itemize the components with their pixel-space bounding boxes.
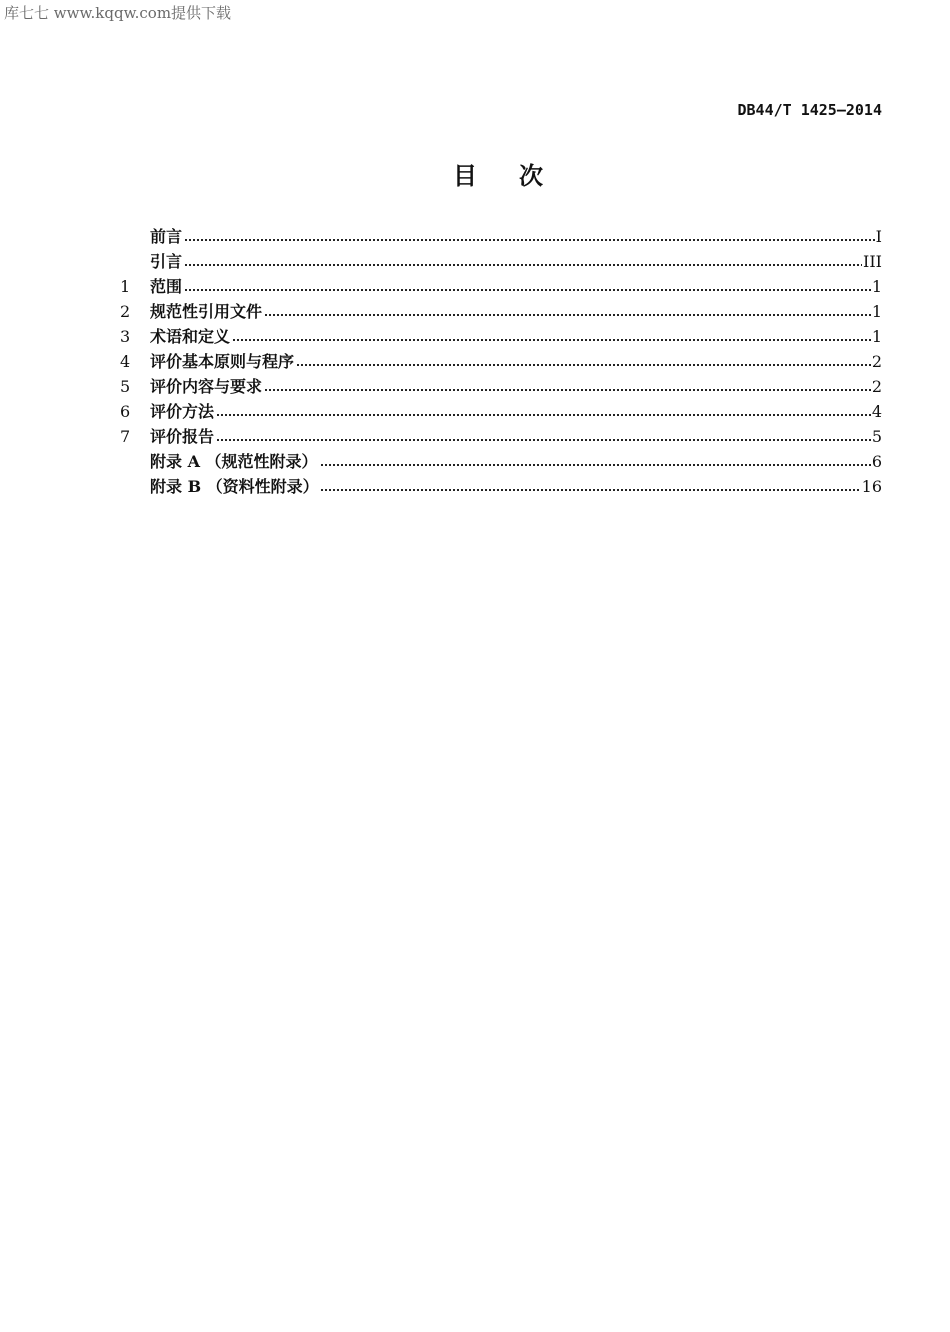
toc-entry-label: 术语和定义	[150, 324, 231, 349]
document-code: DB44/T 1425—2014	[737, 101, 882, 119]
toc-entry-label: 评价方法	[150, 399, 215, 424]
toc-entry-label: 规范性引用文件	[150, 299, 263, 324]
toc-entry-number: 5	[120, 377, 131, 396]
toc-entry-page: 5	[871, 424, 882, 449]
toc-entry[interactable]	[120, 374, 882, 399]
toc-entry-label: 前言	[150, 224, 183, 249]
toc-entry[interactable]	[120, 424, 882, 449]
toc-entry-page: 2	[871, 349, 882, 374]
toc-entry-number: 2	[120, 302, 131, 321]
toc-dot-leader	[150, 239, 882, 241]
toc-entry[interactable]	[120, 299, 882, 324]
toc-entry-page: 1	[871, 299, 882, 324]
toc-entry[interactable]	[120, 349, 882, 374]
toc-entry[interactable]	[120, 449, 882, 474]
toc-entry-page: 4	[871, 399, 882, 424]
toc-entry[interactable]	[120, 224, 882, 249]
toc-title	[453, 156, 543, 191]
toc-entry-label: 评价内容与要求	[150, 374, 263, 399]
toc-title-part2: 次	[519, 162, 543, 190]
toc-entry-page: 1	[871, 274, 882, 299]
toc-entry-label: 评价基本原则与程序	[150, 349, 295, 374]
toc-dot-leader	[150, 289, 882, 291]
toc-entry-number: 4	[120, 352, 131, 371]
toc-entry-label: 附录 B （资料性附录）	[150, 474, 320, 499]
toc-title-part1: 目	[453, 162, 477, 190]
toc-entry[interactable]	[120, 399, 882, 424]
toc-entry-page: 2	[871, 374, 882, 399]
toc-entry-number: 7	[120, 427, 131, 446]
toc-entry[interactable]	[120, 474, 882, 499]
watermark-text: 库七七 www.kqqw.com提供下载	[4, 4, 232, 22]
toc-dot-leader	[150, 339, 882, 341]
toc-dot-leader	[150, 264, 882, 266]
toc-entry-page: III	[862, 249, 882, 274]
toc-entry-label: 范围	[150, 274, 183, 299]
toc-entry-number: 1	[120, 277, 131, 296]
toc-entry-label: 附录 A （规范性附录）	[150, 449, 319, 474]
toc-entry-page: 1	[871, 324, 882, 349]
toc-entry[interactable]	[120, 274, 882, 299]
toc-entry-label: 引言	[150, 249, 183, 274]
toc-dot-leader	[150, 414, 882, 416]
toc-entry-page: 16	[861, 474, 882, 499]
toc-entry-page: 6	[871, 449, 882, 474]
toc-entry-page: I	[875, 224, 882, 249]
toc-entry-label: 评价报告	[150, 424, 215, 449]
toc-dot-leader	[150, 439, 882, 441]
toc-entry[interactable]	[120, 324, 882, 349]
toc-entry-number: 6	[120, 402, 131, 421]
toc-entry-number: 3	[120, 327, 131, 346]
toc-entry[interactable]	[120, 249, 882, 274]
